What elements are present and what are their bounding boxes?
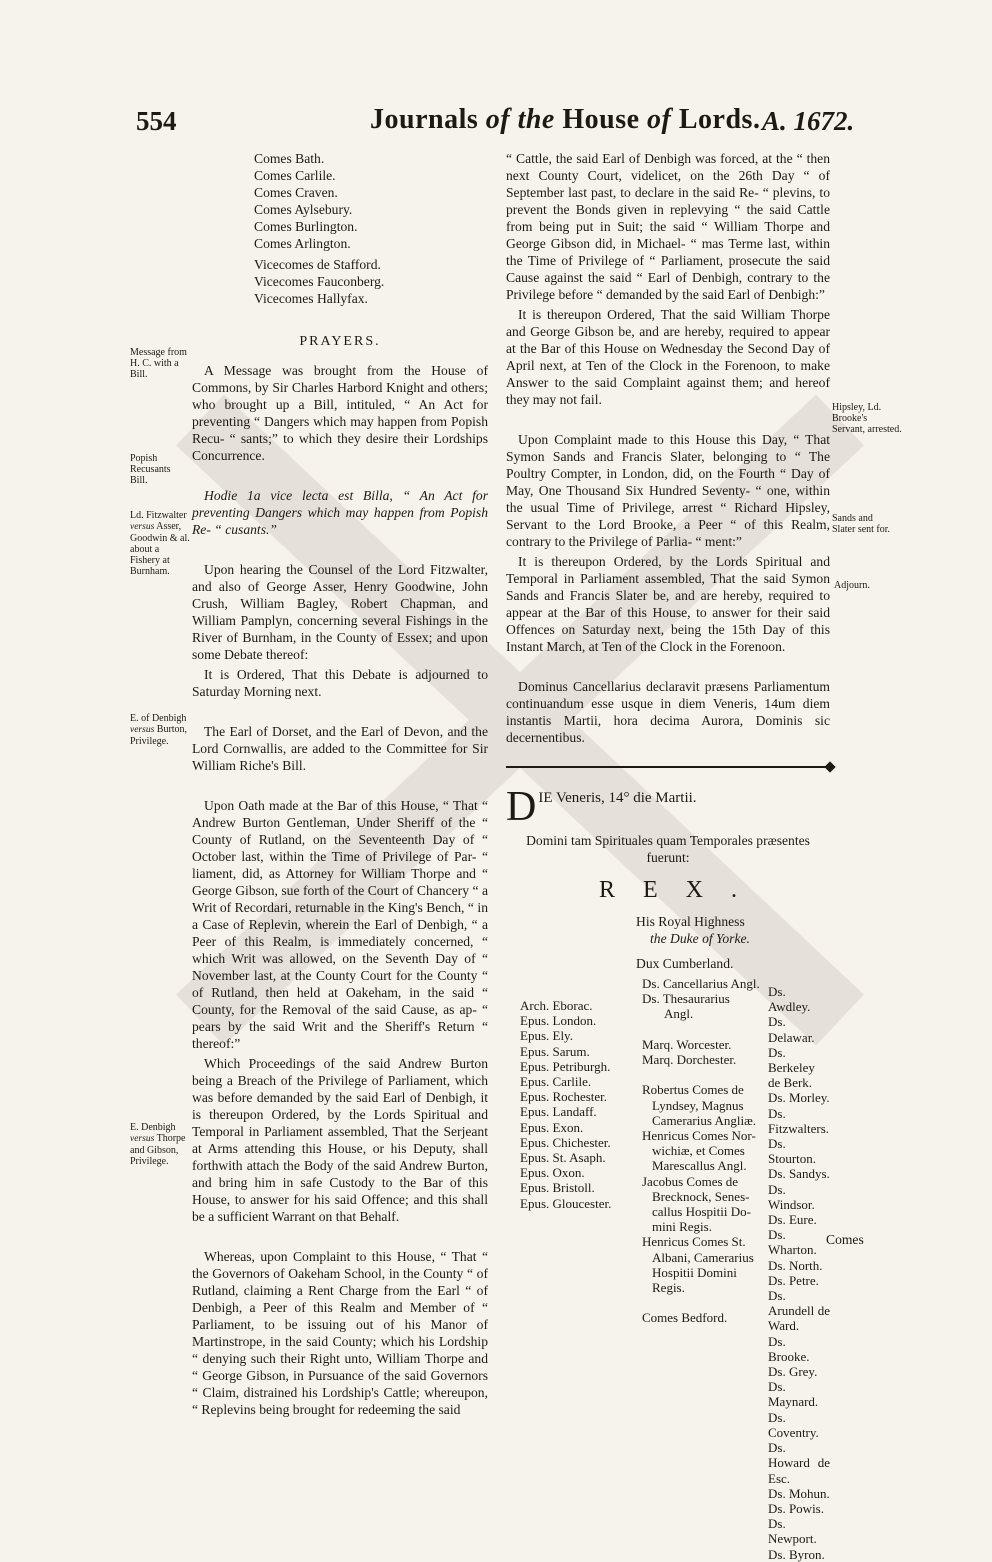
officer-line xyxy=(642,1295,770,1310)
officer-line: Brecknock, Senes- xyxy=(652,1188,750,1204)
baron-name: Ds. Powis. xyxy=(768,1500,824,1516)
margin-note-popish: Popish Recusants Bill. xyxy=(130,453,171,486)
baron-name: Ds. Fitzwalters. xyxy=(768,1105,830,1136)
margin-note-fitzwalter: Ld. Fitzwalter versus Asser, Goodwin & al. about a Fishery at Burnham. xyxy=(130,510,190,577)
attendance-lists xyxy=(506,976,830,1562)
bishop-name: Epus. Carlile. xyxy=(520,1074,592,1090)
page-number: 554 xyxy=(136,106,177,136)
bishop-name: Epus. Landaff. xyxy=(520,1104,597,1120)
peer-name: Comes Bath. xyxy=(254,151,325,166)
bishop-name: Epus. Rochester. xyxy=(520,1089,608,1105)
fitzwalter-paragraph: Upon hearing the Counsel of the Lord Fitzwalter, and also of George Asser, Henry Goodwine, John Crush, William Bagley, Robert Chapman, and William Pamplyn, concerning several Fishings in the River of Burnham, in the County of Essex; and upon some Debate thereof: xyxy=(192,562,488,662)
bishop-name: Epus. Exon. xyxy=(520,1119,584,1135)
left-column xyxy=(192,150,488,1421)
rex-heading: REX. xyxy=(599,877,765,903)
bishop-name: Epus. Oxon. xyxy=(520,1165,585,1181)
baron-name: Ds. Awdley. xyxy=(768,984,811,1015)
margin-note-adjourn: Adjourn. xyxy=(834,580,870,591)
baron-name: Ds. Stourton. xyxy=(768,1136,817,1167)
officer-line: Ds. Cancellarius Angl. xyxy=(642,976,760,991)
bishop-name: Epus. Sarum. xyxy=(520,1043,590,1059)
right-column xyxy=(506,150,830,1562)
prayers-heading: PRAYERS. xyxy=(299,334,381,349)
hodie-paragraph: Hodie 1a vice lecta est Billa, “ An Act for preventing Dangers which may happen from Popish Re- “ cusants.” xyxy=(192,488,488,537)
baron-name: Ds. Brooke. xyxy=(768,1333,810,1364)
baron-name: Ds. Berkeley de Berk. xyxy=(768,1044,815,1091)
burton-order-paragraph: Which Proceedings of the said Andrew Burton being a Breach of the Privilege of Parliament, which was before demanded by the said Earl of Denbigh, it is thereupon Ordered, by the Lords Spiritual and Temporal in Parliament assembled, That the Serjeant at Arms attending this House, or his Deputy, shall forthwith attach the Body of the said Andrew Burton, and bring him in safe Custody to the Bar of this House, to answer for his said Offence; and this shall be a sufficient Warrant on that Behalf. xyxy=(192,1056,488,1224)
bishop-name: Epus. Gloucester. xyxy=(520,1195,612,1211)
bishop-name: Epus. Petriburgh. xyxy=(520,1058,611,1074)
peer-name: Vicecomes Fauconberg. xyxy=(254,274,385,289)
baron-name: Ds. Coventry. xyxy=(768,1409,819,1440)
officer-line: Camerarius Angliæ. xyxy=(652,1112,756,1128)
officer-line: mini Regis. xyxy=(652,1219,712,1235)
bishops-list xyxy=(520,998,611,1211)
bishop-name: Arch. Eborac. xyxy=(520,998,593,1013)
officer-line: Henricus Comes St. xyxy=(642,1234,746,1250)
adjournment-paragraph: Dominus Cancellarius declaravit præsens Parliamentum continuandum esse usque in diem Veneris, 14um diem instantis Martii, hora decima Aurora, Dominis sic decernentibus. xyxy=(506,679,830,745)
officer-line: Ds. Thesaurarius xyxy=(642,991,730,1007)
officer-line: Comes Bedford. xyxy=(642,1310,728,1326)
peer-name: Vicecomes de Stafford. xyxy=(254,257,381,272)
baron-name: Ds. Maynard. xyxy=(768,1379,819,1410)
baron-name: Ds. Windsor. xyxy=(768,1181,815,1212)
officer-line: Jacobus Comes de xyxy=(642,1173,739,1189)
officer-line: Albani, Camerarius xyxy=(652,1249,754,1265)
officer-line: Marescallus Angl. xyxy=(652,1158,747,1174)
peer-name: Vicecomes Hallyfax. xyxy=(254,291,368,306)
cattle-paragraph: “ Cattle, the said Earl of Denbigh was forced, at the “ then next County Court, videlicet, on the 26th Day “ of September last past, to declare in the said Re- “ plevins, to prevent the Bonds given in replevying “ the said Cattle from being put in Suit; the said “ William Thorpe and George Gibson did, in Michael- “ mas Terme last, within the Time of Privilege of “ Parliament, prosecute the said Cause against the said “ Earl of Denbigh, contrary to the Privilege before “ demanded by the said Earl of Denbigh:” xyxy=(506,151,830,302)
dateline: DIE Veneris, 14° die Martii. xyxy=(506,784,697,830)
peer-name: Comes Arlington. xyxy=(254,236,351,251)
bishop-name: Epus. St. Asaph. xyxy=(520,1150,606,1166)
baron-name: Ds. Arundell de Ward. xyxy=(768,1288,830,1334)
bishop-name: Epus. Bristoll. xyxy=(520,1180,595,1196)
margin-note-denbigh-thorpe: E. Denbigh versus Thorpe and Gibson, Privilege. xyxy=(130,1122,186,1167)
officer-line: Marq. Worcester. xyxy=(642,1036,732,1052)
baron-name: Ds. Wharton. xyxy=(768,1227,817,1258)
officer-line: Lyndsey, Magnus xyxy=(652,1097,744,1113)
whereas-paragraph: Whereas, upon Complaint to this House, “ That “ the Governors of Oakeham School, in the County “ of Rutland, claiming a Rent Charge from the Earl “ of Denbigh, a Peer of this Realm and Member of “ Parliament, to be issuing out of his Manor of Martinstrope, in the said County; which his Lordship “ denying such their Right unto, William Thorpe and “ George Gibson, in Pursuance of the said Governors “ Claim, distrained his Lordship's Cattle; whereupon, “ Replevins being brought for redeeming the said xyxy=(192,1249,488,1417)
sands-order-paragraph: It is thereupon Ordered, by the Lords Spiritual and Temporal in Parliament assembled, That the said Symon Sands and Francis Slater be, and are hereby, required to appear at the Bar of this House, to answer for their said Offences on Saturday next, being the 15th Day of this Instant March, at Ten of the Clock in the Forenoon. xyxy=(506,554,830,654)
baron-name: Ds. Sandys. xyxy=(768,1166,830,1182)
royal-highness: His Royal Highness the Duke of Yorke. Dux Cumberland. xyxy=(636,914,750,971)
baron-name: Ds. Newport. xyxy=(768,1516,817,1547)
peer-name: Comes Carlile. xyxy=(254,168,336,183)
margin-note-sands: Sands and Slater sent for. xyxy=(832,513,891,535)
peers-list-top xyxy=(254,150,488,307)
running-head: Journals of the House of Lords. xyxy=(370,104,761,135)
baron-name: Ds. Howard de Esc. xyxy=(768,1440,830,1486)
officers-list xyxy=(642,976,770,1326)
officer-line: Henricus Comes Nor- xyxy=(642,1128,756,1144)
officer-line: Angl. xyxy=(664,1006,694,1022)
officer-line xyxy=(642,1067,770,1082)
officer-line: wichiæ, et Comes xyxy=(652,1143,745,1159)
drop-cap: D xyxy=(506,784,537,830)
bishop-name: Epus. Chichester. xyxy=(520,1134,611,1150)
baron-name: Ds. Petre. xyxy=(768,1272,819,1288)
margin-note-hipsley: Hipsley, Ld. Brooke's Servant, arrested. xyxy=(832,402,902,435)
section-rule xyxy=(506,766,830,768)
adjourned-paragraph: It is Ordered, That this Debate is adjourned to Saturday Morning next. xyxy=(192,667,488,699)
peer-name: Comes Craven. xyxy=(254,185,338,200)
baron-name: Ds. Grey. xyxy=(768,1364,818,1380)
baron-name: Ds. North. xyxy=(768,1257,823,1273)
year: A. 1672. xyxy=(762,106,855,136)
peer-name: Comes Aylsebury. xyxy=(254,202,353,217)
margin-note-denbigh-burton: E. of Denbigh versus Burton, Privilege. xyxy=(130,713,188,747)
bishop-name: Epus. Ely. xyxy=(520,1028,573,1044)
officer-line: callus Hospitii Do- xyxy=(652,1204,751,1220)
dorset-paragraph: The Earl of Dorset, and the Earl of Devon, and the Lord Cornwallis, are added to the Committee for Sir William Riche's Bill. xyxy=(192,724,488,773)
margin-note-message: Message from H. C. with a Bill. xyxy=(130,347,187,380)
present-line: Domini tam Spirituales quam Temporales præsentes fuerunt: xyxy=(526,833,810,865)
bishop-name: Epus. London. xyxy=(520,1013,597,1029)
peer-name: Comes Burlington. xyxy=(254,219,358,234)
baron-name: Ds. Eure. xyxy=(768,1212,817,1228)
barons-list xyxy=(768,984,830,1562)
officer-line: Hospitii Domini xyxy=(652,1264,737,1280)
officer-line: Regis. xyxy=(652,1280,685,1296)
oath-paragraph: Upon Oath made at the Bar of this House, “ That “ Andrew Burton Gentleman, Under Sheriff of the “ County of Rutland, on the Seventeenth Day of “ October last, within the Time of Privilege of Par- “ liament, did, as Attorney for William Thorpe and “ George Gibson, sue forth of the Court of Chancery “ a Writ of Recordari, returnable in the King's Bench, “ in a Case of Replevin, wherein the Earl of Denbigh, “ a Peer of this Realm, is immediately concerned, “ which Writ was allowed, on the Seventh Day of “ November last, at the County Court for the County “ of Rutland, then held at Oakeham, in the said “ County, for the Removal of the said Cause, as ap- “ pears by the said Writ and the Sheriff's Return “ thereof:” xyxy=(192,798,488,1051)
officer-line xyxy=(642,1022,770,1037)
thorpe-order-paragraph: It is thereupon Ordered, That the said William Thorpe and George Gibson be, and are hereby, required to appear at the Bar of this House on Wednesday the Second Day of April next, at Ten of the Clock in the Forenoon, to make Answer to the said Complaint against them; and hereof they may not fail. xyxy=(506,307,830,407)
hipsley-paragraph: Upon Complaint made to this House this Day, “ That Symon Sands and Francis Slater, belonging to “ The Poultry Compter, in London, did, on the Fourth “ Day of May, One Thousand Six Hundred Seventy- “ one, within the usual Time of Privilege, arrest “ Richard Hipsley, Servant to the Lord Brooke, a Peer “ of this Realm, contrary to the Privilege of Parlia- “ ment:” xyxy=(506,432,830,549)
officer-line: Robertus Comes de xyxy=(642,1082,744,1098)
catchword: Comes xyxy=(826,1232,864,1247)
baron-name: Ds. Delawar. xyxy=(768,1014,815,1045)
baron-name: Ds. Byron. xyxy=(768,1546,825,1562)
baron-name: Ds. Morley. xyxy=(768,1090,830,1106)
officer-line: Marq. Dorchester. xyxy=(642,1052,737,1068)
baron-name: Ds. Mohun. xyxy=(768,1485,830,1501)
message-paragraph: A Message was brought from the House of Commons, by Sir Charles Harbord Knight and others; who brought up a Bill, intituled, “ An Act for preventing “ Dangers which may happen from Popish Recu- “ sants;” to which they desire their Lordships Concurrence. xyxy=(192,363,488,463)
